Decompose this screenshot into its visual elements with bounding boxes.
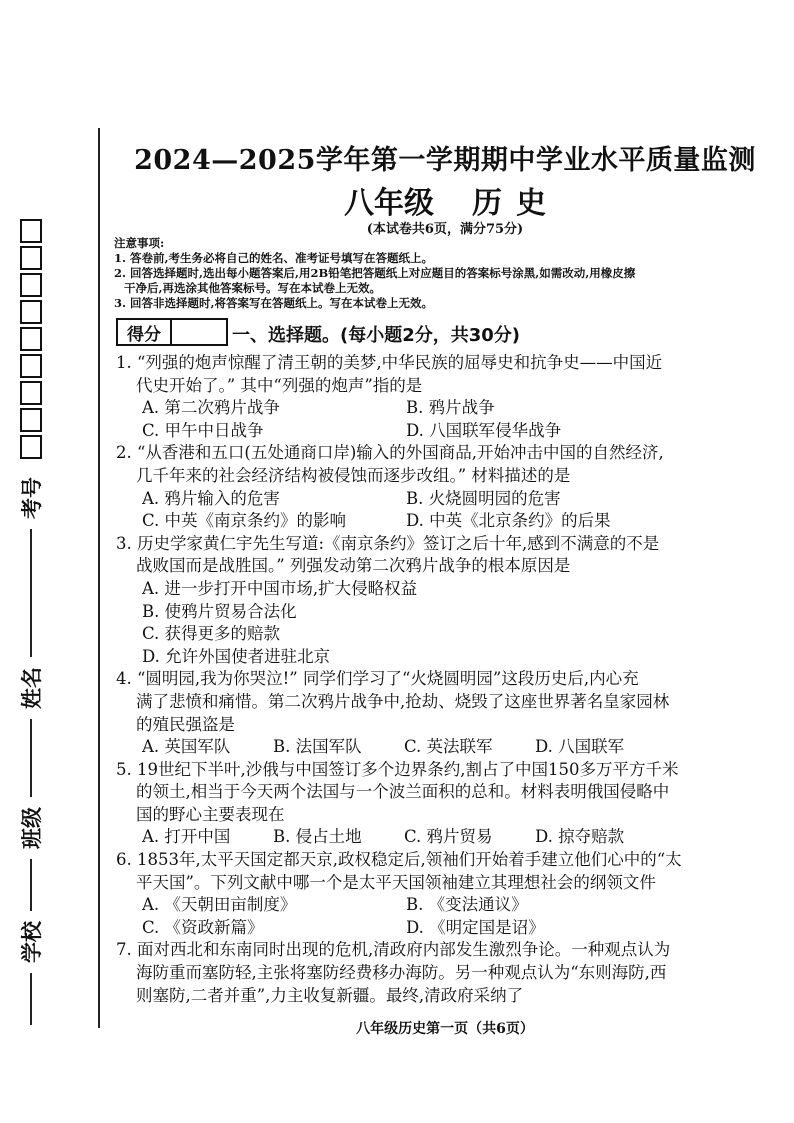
exam-number-label: 考号 (20, 477, 44, 519)
question-stem: 满了悲愤和痛惜。第二次鸦片战争中,抢劫、烧毁了这座世界著名皇家园林 (136, 691, 670, 711)
note-item: 2. 回答选择题时,选出每小题答案后,用2B铅笔把答题纸上对应题目的答案标号涂黑,如需改动,用橡皮擦 (114, 266, 636, 280)
option-a[interactable]: A. 英国军队 (142, 737, 231, 757)
question-stem: 的殖民强盗是 (136, 714, 235, 734)
question-stem: 7. 面对西北和东南同时出现的危机,清政府内部发生激烈争论。一种观点认为 (116, 940, 671, 960)
grade-label: 八年级 (344, 186, 434, 221)
name-field[interactable] (16, 529, 46, 719)
question-4 (116, 668, 794, 758)
option-d[interactable]: D. 中英《北京条约》的后果 (406, 511, 611, 531)
question-1 (116, 352, 794, 442)
subject-char-2: 史 (516, 186, 546, 221)
question-6 (116, 849, 794, 939)
question-stem: 4. “圆明园,我为你哭泣!” 同学们学习了“火烧圆明园”这段历史后,内心充 (116, 669, 639, 689)
score-box (116, 318, 228, 346)
question-stem: 平天国”。下列文献中哪一个是太平天国领袖建立其理想社会的纲领文件 (136, 872, 656, 892)
option-c[interactable]: C. 获得更多的赔款 (142, 624, 281, 644)
question-stem: 6. 1853年,太平天国定都天京,政权稳定后,领袖们开始着手建立他们心中的“太 (116, 850, 682, 870)
option-b[interactable]: B. 《变法通议》 (406, 895, 528, 915)
digit-box[interactable] (20, 246, 42, 270)
option-a[interactable]: A. 打开中国 (142, 827, 231, 847)
score-entry[interactable] (172, 320, 226, 344)
question-stem: 战败国而是战胜国。” 列强发动第二次鸦片战争的根本原因是 (136, 556, 571, 576)
option-d[interactable]: D. 《明定国是诏》 (406, 917, 545, 937)
page-footer: 八年级历史第一页（共6页） (356, 1021, 534, 1037)
name-label: 姓名 (20, 667, 44, 709)
question-stem: 5. 19世纪下半叶,沙俄与中国签订多个边界条约,割占了中国150多万平方千米 (116, 759, 679, 779)
option-a[interactable]: A. 《天朝田亩制度》 (142, 895, 297, 915)
exam-subject (100, 178, 790, 222)
score-label: 得分 (118, 320, 172, 344)
digit-box[interactable] (20, 381, 42, 405)
option-c[interactable]: C. 英法联军 (404, 737, 493, 757)
note-item: 干净后,再选涂其他答案标号。写在本试卷上无效。 (124, 281, 382, 295)
digit-box[interactable] (20, 327, 42, 351)
question-list (116, 352, 794, 1007)
option-c[interactable]: C. 《资政新篇》 (142, 917, 264, 937)
question-5 (116, 759, 794, 849)
option-c[interactable]: C. 鸦片贸易 (404, 827, 493, 847)
option-d[interactable]: D. 掠夺赔款 (535, 827, 625, 847)
question-3 (116, 533, 794, 669)
option-d[interactable]: D. 允许外国使者进驻北京 (142, 646, 331, 666)
exam-notes (114, 236, 774, 311)
notes-heading: 注意事项: (114, 236, 165, 250)
question-stem: 2. “从香港和五口(五处通商口岸)输入的外国商品,开始冲击中国的自然经济, (116, 443, 664, 463)
digit-box[interactable] (20, 300, 42, 324)
option-d[interactable]: D. 八国联军 (535, 737, 625, 757)
subject-char-1: 历 (472, 186, 502, 221)
page-info: (本试卷共6页，满分75分) (366, 222, 524, 237)
school-field[interactable] (16, 859, 46, 1025)
question-2 (116, 442, 794, 532)
option-a[interactable]: A. 鸦片输入的危害 (142, 488, 280, 508)
exam-number-field[interactable] (16, 216, 46, 529)
class-label: 班级 (20, 807, 44, 849)
option-c[interactable]: C. 甲午中日战争 (142, 420, 264, 440)
exam-number-boxes[interactable] (20, 216, 42, 459)
question-7 (116, 939, 794, 1007)
question-stem: 几千年来的社会经济结构被侵蚀而逐步改组。” 材料描述的是 (136, 465, 571, 485)
option-b[interactable]: B. 鸦片战争 (406, 398, 495, 418)
exam-title: 2024—2025学年第一学期期中学业水平质量监测 (134, 145, 756, 176)
class-field[interactable] (16, 719, 46, 859)
school-label: 学校 (20, 921, 44, 963)
question-stem: 则塞防,二者并重”,力主收复新疆。最终,清政府采纳了 (136, 985, 524, 1005)
option-d[interactable]: D. 八国联军侵华战争 (406, 420, 562, 440)
question-stem: 3. 历史学家黄仁宇先生写道:《南京条约》签订之后十年,感到不满意的不是 (116, 533, 660, 553)
option-b[interactable]: B. 侵占土地 (273, 827, 362, 847)
note-item: 3. 回答非选择题时,将答案写在答题纸上。写在本试卷上无效。 (114, 296, 434, 310)
question-stem: 1. “列强的炮声惊醒了清王朝的美梦,中华民族的屈辱史和抗争史——中国近 (116, 353, 663, 372)
note-item: 1. 答卷前,考生务必将自己的姓名、准考证号填写在答题纸上。 (114, 251, 434, 265)
binding-line (98, 128, 100, 1028)
option-b[interactable]: B. 使鸦片贸易合法化 (142, 601, 297, 621)
option-a[interactable]: A. 进一步打开中国市场,扩大侵略权益 (142, 578, 418, 598)
option-c[interactable]: C. 中英《南京条约》的影响 (142, 511, 347, 531)
digit-box[interactable] (20, 219, 42, 243)
question-stem: 代史开始了。” 其中“列强的炮声”指的是 (136, 375, 423, 395)
section-title: 一、选择题。(每小题2分，共30分) (232, 325, 521, 346)
digit-box[interactable] (20, 435, 42, 459)
option-b[interactable]: B. 法国军队 (273, 737, 362, 757)
question-stem: 国的野心主要表现在 (136, 804, 285, 824)
digit-box[interactable] (20, 408, 42, 432)
digit-box[interactable] (20, 354, 42, 378)
question-stem: 海防重而塞防轻,主张将塞防经费移办海防。另一种观点认为“东则海防,西 (136, 963, 667, 983)
question-stem: 的领土,相当于今天两个法国与一个波兰面积的总和。材料表明俄国侵略中 (136, 782, 670, 802)
option-b[interactable]: B. 火烧圆明园的危害 (406, 488, 561, 508)
option-a[interactable]: A. 第二次鸦片战争 (142, 398, 280, 418)
digit-box[interactable] (20, 273, 42, 297)
student-info-margin (10, 185, 52, 1025)
